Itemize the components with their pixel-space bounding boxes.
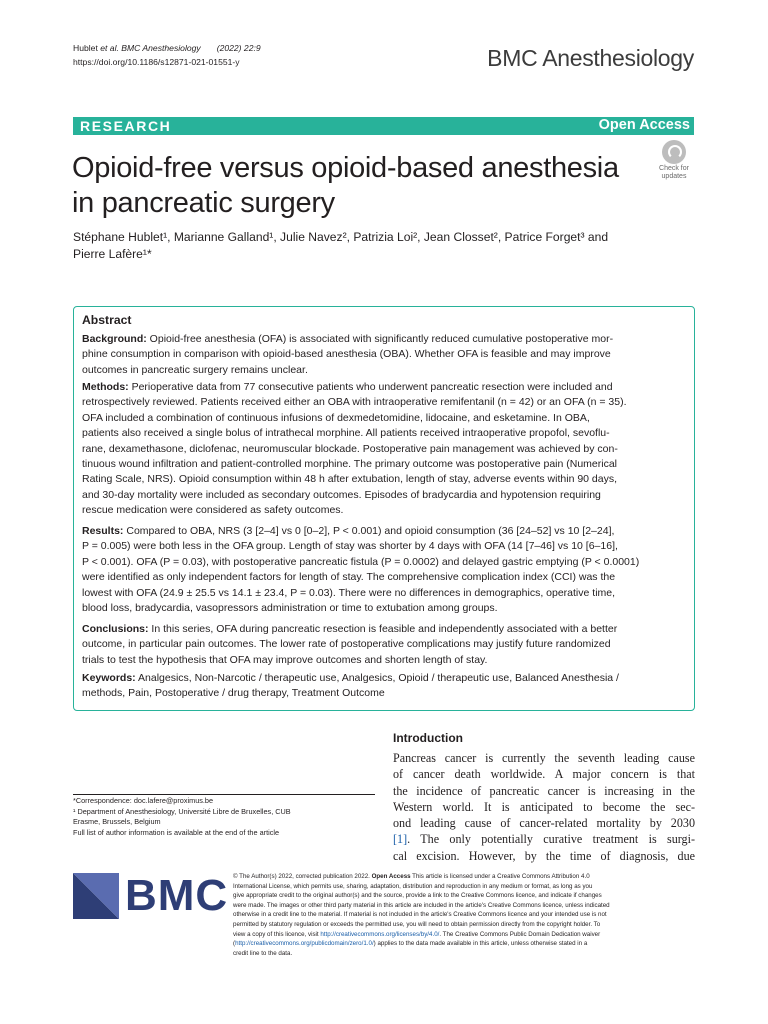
bmc-logo-text: BMC <box>125 871 229 920</box>
correspondence-note: *Correspondence: doc.lafere@proximus.be <box>73 796 214 805</box>
author-list <box>73 229 633 263</box>
doi-link[interactable]: https://doi.org/10.1186/s12871-021-01551-y <box>73 57 240 67</box>
author-line: Pierre Lafère¹* <box>73 247 152 261</box>
footnotes <box>73 796 375 838</box>
check-for-updates-button[interactable] <box>652 140 696 182</box>
citation-year: (2022) 22:9 <box>216 43 261 53</box>
results-label: Results: <box>82 525 124 537</box>
introduction-heading: Introduction <box>393 731 463 745</box>
abstract-results: Results: Compared to OBA, NRS (3 [2–4] vs 0 [0–2], P < 0.001) and opioid consumption (36 [24–52] vs 10 [2–24], P = 0.005) were both less in the OFA group. Length of stay was shorter by 4 days with OFA (14 [7–46] vs 10 [6–16], P < 0.001). OFA (P = 0.03), with postoperative pancreatic fistula (P = 0.0002) and delayed gastric emptying (P < 0.0001) were identified as only independent factors for length of stay. The comprehensive complication index (CCI) was the lowest with OFA (24.9 ± 25.5 vs 14.1 ± 23.4, P = 0.03). There were no differences in demographics, operative time, blood loss, bradycardia, vasopressors administration or time to extubation among groups. <box>82 525 640 615</box>
introduction-body: Pancreas cancer is currently the seventh leading cause of cancer death worldwide. A major concern is that the incidence of pancreatic cancer is increasing in the Western world. It is anticipated to become the sec- ond leading cause of cancer-related mortality by 2030 [1]. The only potentially curative treatment is surgi- cal excision. However, by the time of diagnosis, due <box>393 751 695 863</box>
open-access-bold: Open Access <box>371 873 411 880</box>
section-label: RESEARCH <box>80 118 172 134</box>
title-line: Opioid-free versus opioid-based anesthesia <box>72 152 619 184</box>
reference-link[interactable]: [1] <box>393 832 408 847</box>
citation-authors: Hublet <box>73 43 101 53</box>
methods-label: Methods: <box>82 381 129 393</box>
background-label: Background: <box>82 333 147 345</box>
cc0-license-link[interactable]: http://creativecommons.org/publicdomain/zero/1.0/ <box>235 940 374 948</box>
abstract-keywords: Keywords: Analgesics, Non-Narcotic / therapeutic use, Analgesics, Opioid / therapeutic use, Balanced Anesthesia / methods, Pain, Postoperative / drug therapy, Treatment Outcome <box>82 672 619 700</box>
bmc-logo <box>73 871 229 920</box>
check-updates-label: Check for updates <box>659 165 689 180</box>
section-banner <box>73 117 694 135</box>
title-line: in pancreatic surgery <box>72 187 335 219</box>
affiliation-note: ¹ Department of Anesthesiology, Université Libre de Bruxelles, CUB <box>73 806 291 816</box>
abstract-heading: Abstract <box>82 313 132 327</box>
keywords-label: Keywords: <box>82 672 136 684</box>
bmc-logo-icon <box>73 873 119 919</box>
author-info-note: Full list of author information is available at the end of the article <box>73 827 280 837</box>
abstract-methods: Methods: Perioperative data from 77 consecutive patients who underwent pancreatic resection were included and retrospectively reviewed. Patients received either an OBA with intraoperative remifentanil (n = 42) or an OFA (n = 35). OFA included a combination of continuous infusions of dexmedetomidine, lidocaine, and esketamine. In OBA, patients also received a single bolus of intrathecal morphine. All patients received intraoperative propofol, sevoflu- rane, dexamethasone, diclofenac, neuromuscular blockade. Postoperative pain management was achieved by con- tinuous wound infiltration and patient-controlled morphine. The primary outcome was postoperative pain (Numerical Rating Scale, NRS). Opioid consumption within 48 h after extubation, length of stay, adverse events within 90 days, and 30-day mortality were included as secondary outcomes. Episodes of bradycardia and hypotension requiring rescue medication were considered as safety outcomes. <box>82 381 627 517</box>
license-text: © The Author(s) 2022, corrected publication 2022. Open Access This article is licensed under a Creative Commons Attribution 4.0 International License, which permits use, sharing, adaptation, distribution and reproduction in any medium or format, as long as you give appropriate credit to the original author(s) and the source, provide a link to the Creative Commons licence, and indicate if changes were made. The images or other third party material in this article are included in the article's Creative Commons licence, unless indicated otherwise in a credit line to the material. If material is not included in the article's Creative Commons licence and your intended use is not permitted by statutory regulation or exceeds the permitted use, you will need to obtain permission directly from the copyright holder. To view a copy of this licence, visit http://creativecommons.org/licenses/by/4.0/. The Creative Commons Public Domain Dedication waiver (http://creativecommons.org/publicdomain/zero/1.0/) applies to the data made available in this article, unless otherwise stated in a credit line to the data. <box>233 873 610 957</box>
article-title <box>72 151 652 221</box>
abstract-conclusions: Conclusions: In this series, OFA during pancreatic resection is feasible and independently associated with a better outcome, in particular pain outcomes. The lower rate of postoperative complications may justify future randomized trials to test the hypothesis that OFA may improve outcomes and shorten length of stay. <box>82 623 618 666</box>
author-line: Stéphane Hublet¹, Marianne Galland¹, Julie Navez², Patrizia Loi², Jean Closset², Patrice Forget³ and <box>73 230 609 244</box>
cc-by-license-link[interactable]: http://creativecommons.org/licenses/by/4.0/ <box>320 930 440 938</box>
abstract-box <box>73 306 695 711</box>
citation-etal: et al. BMC Anesthesiology <box>100 43 201 53</box>
citation-header <box>73 41 261 69</box>
citation-line <box>73 41 261 55</box>
conclusions-label: Conclusions: <box>82 623 149 635</box>
affiliation-note: Erasme, Brussels, Belgium <box>73 817 161 827</box>
journal-name: BMC Anesthesiology <box>487 45 694 71</box>
open-access-label: Open Access <box>598 117 690 133</box>
check-updates-icon <box>662 140 686 164</box>
footnote-divider <box>73 794 375 795</box>
abstract-background: Background: Opioid-free anesthesia (OFA) is associated with significantly reduced cumulative postoperative mor- phine consumption in comparison with opioid-based anesthesia (OBA). Whether OFA is feasible and may improve outcomes in pancreatic surgery remains unclear. <box>82 333 614 376</box>
